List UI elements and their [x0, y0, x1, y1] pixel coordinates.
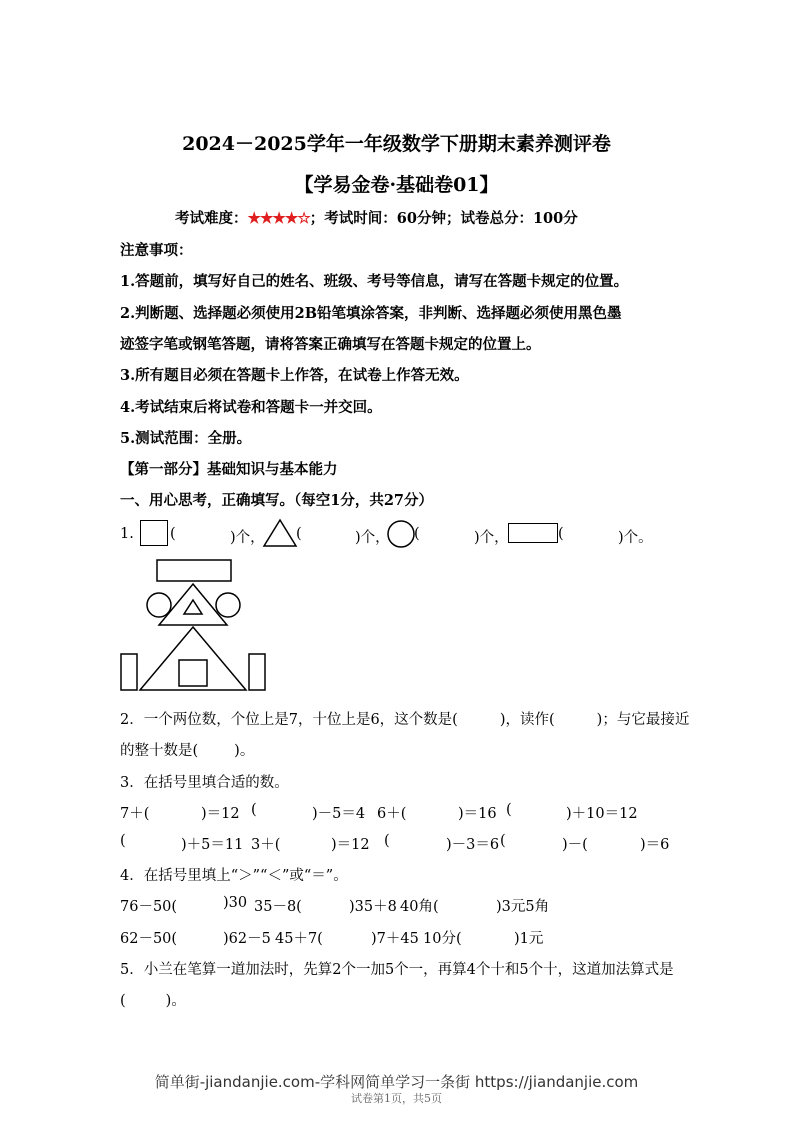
q3-r1c5: 6＋(: [377, 806, 407, 822]
q5-line2: [120, 989, 186, 1010]
notice-item-2: 2.判断题、选择题必须使用2B铅笔填涂答案，非判断、选择题必须使用黑色墨: [120, 305, 622, 322]
q3-r2c7: (: [500, 833, 506, 849]
q2-line2: [120, 739, 254, 760]
q2-line1: [120, 708, 689, 729]
q3-r1c4: )－5＝4: [312, 806, 366, 822]
q4-r1c3: 35－8(: [254, 899, 302, 915]
q4-r2c5: 10分(: [423, 931, 462, 947]
q3-r1c7: (: [506, 802, 512, 818]
q4-r2c4: )7＋45: [371, 931, 419, 947]
triangle-icon: [262, 518, 298, 548]
q4-r2c3: 45＋7(: [275, 931, 323, 947]
page-number: 试卷第1页，共5页: [351, 1092, 442, 1105]
q1-blank-close-2: )个，: [355, 530, 390, 546]
q3-r1c2: )＝12: [201, 806, 240, 822]
time-info: ；考试时间：60分钟；试卷总分：100分: [309, 210, 578, 227]
rectangle-icon: [508, 523, 558, 543]
q3-r2c9: )＝6: [640, 837, 670, 853]
q3-r2c6: )－3＝6: [446, 837, 500, 853]
q2-text-c: )；与它最接近: [596, 712, 690, 728]
q4-r1c6: )3元5角: [496, 899, 550, 915]
exam-info: [175, 207, 578, 228]
q3-r1c3: (: [251, 802, 257, 818]
q1-blank-open-4: (: [558, 526, 564, 542]
q3-title: 3．在括号里填合适的数。: [120, 775, 289, 791]
q3-r2c5: (: [384, 833, 390, 849]
q2-text-a: 2．一个两位数，个位上是7，十位上是6，这个数是(: [120, 712, 458, 728]
q3-r2c8: )－(: [562, 837, 588, 853]
q4-title: 4．在括号里填上“＞”“＜”或“＝”。: [120, 868, 348, 884]
star-filled-icon: ★: [247, 209, 260, 227]
part-heading: 【第一部分】基础知识与基本能力: [120, 461, 338, 478]
q3-r1c8: )＋10＝12: [566, 806, 638, 822]
q1-number: 1.: [120, 526, 134, 542]
q4-r2c6: )1元: [514, 931, 544, 947]
square-icon: [140, 520, 168, 546]
q3-r2c3: 3＋(: [251, 837, 281, 853]
q1-blank-close-1: )个，: [230, 530, 265, 546]
shapes-figure: [115, 556, 275, 696]
q2-text-d: 的整十数是(: [120, 743, 199, 759]
q4-r1c1: 76－50(: [120, 899, 178, 915]
q1-blank-close-4: )个。: [618, 530, 653, 546]
star-filled-icon: ★: [284, 209, 298, 227]
page-title: 2024－2025学年一年级数学下册期末素养测评卷: [182, 133, 611, 155]
q3-r2c1: (: [120, 833, 126, 849]
notice-item-2-cont: 迹签字笔或钢笔答题，请将答案正确填写在答题卡规定的位置上。: [120, 336, 541, 353]
notice-item-4: 4.考试结束后将试卷和答题卡一并交回。: [120, 399, 382, 416]
difficulty-stars: [248, 210, 310, 227]
q4-r1c4: )35＋8: [349, 899, 397, 915]
watermark-footer: 简单街-jiandanjie.com-学科网简单学习一条街 https://jiandanjie.com: [154, 1073, 639, 1091]
q5-line1: 5．小兰在笔算一道加法时，先算2个一加5个一，再算4个十和5个十，这道加法算式是: [120, 962, 674, 978]
q5-text-close: )。: [165, 993, 186, 1009]
star-filled-icon: ★: [272, 209, 285, 227]
q3-r1c6: )＝16: [458, 806, 497, 822]
notice-heading: 注意事项：: [120, 242, 193, 259]
q4-r2c1: 62－50(: [120, 931, 178, 947]
star-filled-icon: ★: [259, 209, 273, 227]
q1-blank-open-1: (: [170, 526, 176, 542]
q3-r2c2: )＋5＝11: [181, 837, 244, 853]
notice-item-1: 1.答题前，填写好自己的姓名、班级、考号等信息，请写在答题卡规定的位置。: [120, 273, 629, 290]
q4-r1c2: )30: [223, 895, 248, 911]
circle-icon: [386, 519, 416, 549]
q5-text-open: (: [120, 993, 126, 1009]
notice-item-5: 5.测试范围：全册。: [120, 430, 252, 447]
notice-item-3: 3.所有题目必须在答题卡上作答，在试卷上作答无效。: [120, 367, 469, 384]
q1-blank-close-3: )个，: [474, 530, 509, 546]
q2-text-b: )，读作(: [499, 712, 555, 728]
q2-text-e: )。: [234, 743, 255, 759]
q3-r1c1: 7＋(: [120, 806, 150, 822]
q4-r1c5: 40角(: [400, 899, 439, 915]
page-subtitle: 【学易金卷·基础卷01】: [294, 174, 499, 196]
q1-blank-open-3: (: [414, 526, 420, 542]
difficulty-label: 考试难度：: [175, 210, 248, 227]
section-heading: 一、用心思考，正确填写。（每空1分，共27分）: [120, 492, 434, 509]
star-empty-icon: ☆: [297, 209, 310, 227]
q4-r2c2: )62－5: [223, 931, 271, 947]
q1-blank-open-2: (: [296, 526, 302, 542]
q3-r2c4: )＝12: [331, 837, 370, 853]
